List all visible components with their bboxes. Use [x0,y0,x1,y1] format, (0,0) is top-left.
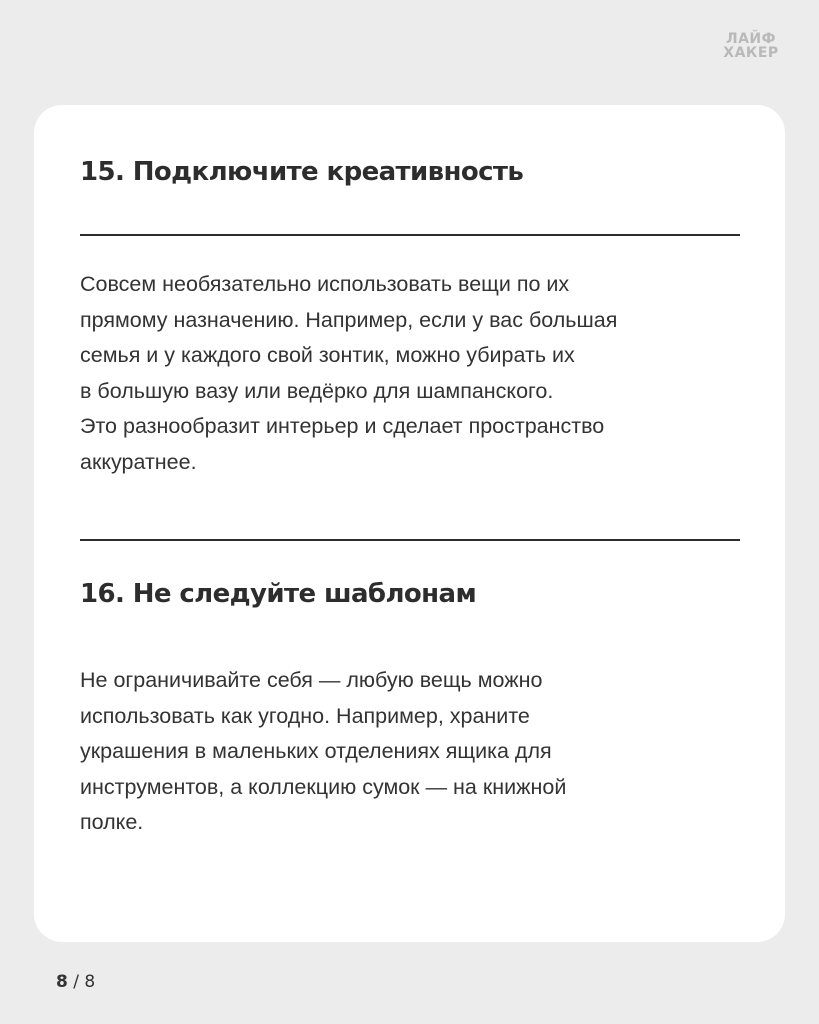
divider [80,539,740,541]
paragraph-line: Совсем необязательно использовать вещи по их [80,272,570,296]
lifehacker-logo [721,32,781,60]
paragraph-line: полке. [80,810,144,834]
page-indicator [56,972,95,992]
paragraph-line: аккуратнее. [80,449,197,474]
paragraph-line: украшения в маленьких отделениях ящика для [80,739,552,763]
paragraph-line: Не ограничивайте себя — любую вещь можно [80,668,543,692]
paragraph-line: в большую вазу или ведёрко для шампанского. [80,378,554,403]
paragraph-line: инструментов, а коллекцию сумок — на книжной [80,774,567,799]
paragraph-line: прямому назначению. Например, если у вас большая [80,307,618,332]
section-16-title: 16. Не следуйте шаблонам [80,579,477,609]
logo-line-1: ЛАЙФ [725,31,777,47]
content-card [34,105,785,942]
current-page: 8 [56,972,68,992]
divider [80,234,740,236]
paragraph-line: Это разнообразит интерьер и сделает пространство [80,414,605,438]
logo-line-2: ХАКЕР [723,45,779,61]
section-16-paragraph [80,663,745,841]
page-separator: / [67,972,85,992]
section-15-paragraph [80,267,745,480]
paragraph-line: семья и у каждого свой зонтик, можно убирать их [80,343,575,367]
paragraph-line: использовать как угодно. Например, храните [80,703,530,728]
section-15-title: 15. Подключите креативность [80,157,524,187]
total-pages: 8 [84,972,96,992]
